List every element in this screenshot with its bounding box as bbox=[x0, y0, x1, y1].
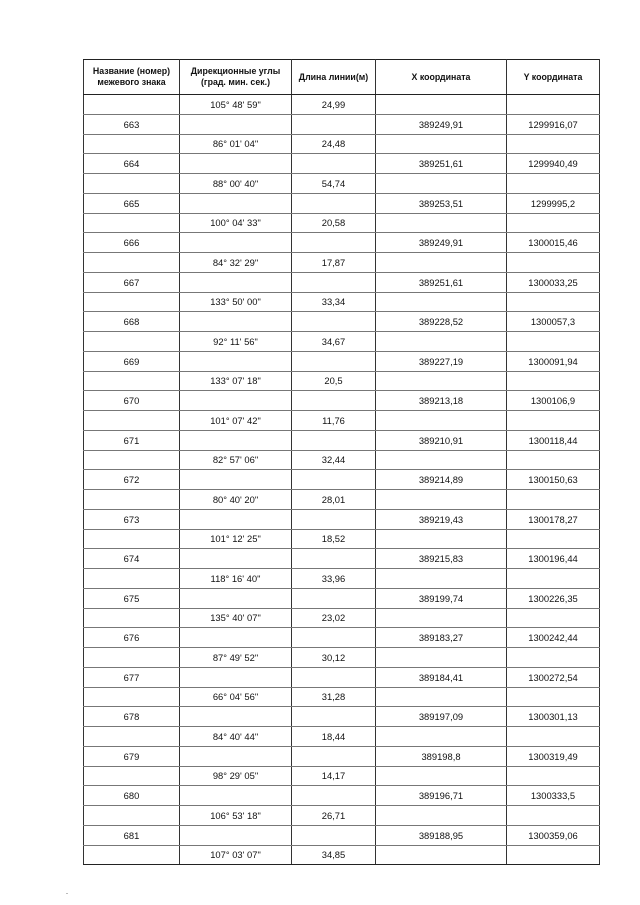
cell-line-length: 34,67 bbox=[292, 332, 376, 352]
cell-y-coordinate bbox=[507, 687, 600, 707]
cell-direction-angle: 84° 32' 29" bbox=[180, 253, 292, 273]
cell-marker-name: 664 bbox=[84, 154, 180, 174]
cell-x-coordinate: 389197,09 bbox=[376, 707, 507, 727]
cell-x-coordinate: 389251,61 bbox=[376, 272, 507, 292]
cell-marker-name bbox=[84, 332, 180, 352]
cell-y-coordinate: 1300091,94 bbox=[507, 351, 600, 371]
cell-direction-angle: 101° 12' 25" bbox=[180, 529, 292, 549]
cell-direction-angle: 98° 29' 05" bbox=[180, 766, 292, 786]
cell-direction-angle bbox=[180, 825, 292, 845]
cell-y-coordinate bbox=[507, 332, 600, 352]
cell-line-length bbox=[292, 391, 376, 411]
table-row bbox=[84, 588, 600, 608]
cell-marker-name: 671 bbox=[84, 430, 180, 450]
cell-y-coordinate bbox=[507, 292, 600, 312]
cell-y-coordinate bbox=[507, 608, 600, 628]
cell-marker-name bbox=[84, 687, 180, 707]
cell-direction-angle: 66° 04' 56" bbox=[180, 687, 292, 707]
cell-line-length: 26,71 bbox=[292, 806, 376, 826]
table-row bbox=[84, 786, 600, 806]
cell-y-coordinate bbox=[507, 845, 600, 865]
cell-x-coordinate bbox=[376, 529, 507, 549]
cell-x-coordinate bbox=[376, 490, 507, 510]
cell-y-coordinate: 1300196,44 bbox=[507, 549, 600, 569]
cell-direction-angle bbox=[180, 114, 292, 134]
table-row bbox=[84, 154, 600, 174]
table-row bbox=[84, 351, 600, 371]
cell-x-coordinate: 389214,89 bbox=[376, 470, 507, 490]
header-line-length: Длина линии(м) bbox=[292, 60, 376, 95]
cell-line-length: 30,12 bbox=[292, 648, 376, 668]
cell-x-coordinate bbox=[376, 608, 507, 628]
cell-marker-name: 678 bbox=[84, 707, 180, 727]
table-row bbox=[84, 845, 600, 865]
cell-direction-angle bbox=[180, 351, 292, 371]
cell-y-coordinate bbox=[507, 213, 600, 233]
cell-marker-name bbox=[84, 95, 180, 115]
cell-marker-name: 672 bbox=[84, 470, 180, 490]
cell-y-coordinate bbox=[507, 253, 600, 273]
cell-x-coordinate bbox=[376, 845, 507, 865]
cell-direction-angle: 118° 16' 40" bbox=[180, 569, 292, 589]
cell-marker-name bbox=[84, 766, 180, 786]
cell-direction-angle: 88° 00' 40" bbox=[180, 174, 292, 194]
table-row bbox=[84, 95, 600, 115]
table-row bbox=[84, 766, 600, 786]
cell-direction-angle bbox=[180, 233, 292, 253]
cell-x-coordinate: 389196,71 bbox=[376, 786, 507, 806]
cell-x-coordinate bbox=[376, 648, 507, 668]
cell-marker-name: 670 bbox=[84, 391, 180, 411]
cell-direction-angle bbox=[180, 470, 292, 490]
cell-x-coordinate: 389253,51 bbox=[376, 193, 507, 213]
cell-marker-name bbox=[84, 648, 180, 668]
cell-line-length: 11,76 bbox=[292, 411, 376, 431]
cell-line-length: 17,87 bbox=[292, 253, 376, 273]
cell-marker-name bbox=[84, 845, 180, 865]
header-x-coordinate: X координата bbox=[376, 60, 507, 95]
cell-direction-angle: 92° 11' 56" bbox=[180, 332, 292, 352]
cell-line-length: 24,99 bbox=[292, 95, 376, 115]
table-body bbox=[84, 95, 600, 865]
cell-y-coordinate bbox=[507, 529, 600, 549]
cell-x-coordinate: 389188,95 bbox=[376, 825, 507, 845]
cell-marker-name bbox=[84, 490, 180, 510]
table-row bbox=[84, 371, 600, 391]
cell-x-coordinate: 389219,43 bbox=[376, 509, 507, 529]
table-row bbox=[84, 174, 600, 194]
table-row bbox=[84, 628, 600, 648]
cell-marker-name bbox=[84, 569, 180, 589]
table-row bbox=[84, 253, 600, 273]
table-row bbox=[84, 509, 600, 529]
cell-line-length bbox=[292, 312, 376, 332]
table-row bbox=[84, 233, 600, 253]
cell-marker-name: 668 bbox=[84, 312, 180, 332]
table-row bbox=[84, 648, 600, 668]
cell-line-length bbox=[292, 549, 376, 569]
cell-marker-name: 669 bbox=[84, 351, 180, 371]
cell-direction-angle: 84° 40' 44" bbox=[180, 727, 292, 747]
cell-marker-name bbox=[84, 253, 180, 273]
cell-marker-name bbox=[84, 608, 180, 628]
cell-marker-name bbox=[84, 174, 180, 194]
cell-y-coordinate: 1300033,25 bbox=[507, 272, 600, 292]
cell-marker-name: 677 bbox=[84, 667, 180, 687]
cell-line-length bbox=[292, 707, 376, 727]
cell-x-coordinate: 389227,19 bbox=[376, 351, 507, 371]
cell-direction-angle bbox=[180, 549, 292, 569]
table-row bbox=[84, 825, 600, 845]
cell-line-length bbox=[292, 193, 376, 213]
cell-marker-name: 667 bbox=[84, 272, 180, 292]
cell-direction-angle bbox=[180, 628, 292, 648]
cell-line-length bbox=[292, 154, 376, 174]
table-row bbox=[84, 608, 600, 628]
cell-direction-angle bbox=[180, 391, 292, 411]
cell-line-length: 20,58 bbox=[292, 213, 376, 233]
cell-y-coordinate bbox=[507, 727, 600, 747]
cell-line-length bbox=[292, 628, 376, 648]
cell-y-coordinate: 1300106,9 bbox=[507, 391, 600, 411]
cell-x-coordinate bbox=[376, 450, 507, 470]
cell-direction-angle bbox=[180, 154, 292, 174]
cell-y-coordinate bbox=[507, 569, 600, 589]
cell-direction-angle bbox=[180, 667, 292, 687]
table-row bbox=[84, 312, 600, 332]
cell-marker-name: 681 bbox=[84, 825, 180, 845]
cell-y-coordinate: 1300272,54 bbox=[507, 667, 600, 687]
cell-x-coordinate bbox=[376, 292, 507, 312]
cell-y-coordinate: 1299916,07 bbox=[507, 114, 600, 134]
cell-direction-angle: 133° 07' 18" bbox=[180, 371, 292, 391]
cell-line-length bbox=[292, 114, 376, 134]
cell-marker-name: 665 bbox=[84, 193, 180, 213]
table-row bbox=[84, 272, 600, 292]
cell-line-length: 14,17 bbox=[292, 766, 376, 786]
cell-line-length: 24,48 bbox=[292, 134, 376, 154]
cell-direction-angle: 133° 50' 00" bbox=[180, 292, 292, 312]
cell-direction-angle bbox=[180, 430, 292, 450]
table-row bbox=[84, 529, 600, 549]
cell-y-coordinate: 1299995,2 bbox=[507, 193, 600, 213]
cell-marker-name bbox=[84, 450, 180, 470]
cell-line-length bbox=[292, 786, 376, 806]
cell-y-coordinate: 1300319,49 bbox=[507, 746, 600, 766]
cell-marker-name: 666 bbox=[84, 233, 180, 253]
table-row bbox=[84, 707, 600, 727]
cell-marker-name bbox=[84, 292, 180, 312]
cell-line-length: 33,96 bbox=[292, 569, 376, 589]
cell-y-coordinate bbox=[507, 371, 600, 391]
cell-x-coordinate bbox=[376, 411, 507, 431]
table-row bbox=[84, 411, 600, 431]
table-row bbox=[84, 470, 600, 490]
cell-marker-name: 663 bbox=[84, 114, 180, 134]
cell-line-length bbox=[292, 233, 376, 253]
cell-direction-angle bbox=[180, 707, 292, 727]
table-row bbox=[84, 549, 600, 569]
table-row bbox=[84, 450, 600, 470]
table-row bbox=[84, 667, 600, 687]
cell-x-coordinate bbox=[376, 134, 507, 154]
cell-x-coordinate bbox=[376, 174, 507, 194]
cell-x-coordinate: 389251,61 bbox=[376, 154, 507, 174]
cell-y-coordinate bbox=[507, 174, 600, 194]
cell-y-coordinate bbox=[507, 766, 600, 786]
cell-y-coordinate: 1300301,13 bbox=[507, 707, 600, 727]
cell-marker-name: 675 bbox=[84, 588, 180, 608]
cell-direction-angle: 107° 03' 07" bbox=[180, 845, 292, 865]
cell-direction-angle: 82° 57' 06" bbox=[180, 450, 292, 470]
cell-line-length bbox=[292, 746, 376, 766]
cell-y-coordinate: 1300333,5 bbox=[507, 786, 600, 806]
cell-line-length bbox=[292, 667, 376, 687]
cell-line-length: 54,74 bbox=[292, 174, 376, 194]
header-direction-angle: Дирекционные углы (град. мин. сек.) bbox=[180, 60, 292, 95]
table-row bbox=[84, 569, 600, 589]
cell-x-coordinate bbox=[376, 806, 507, 826]
cell-line-length bbox=[292, 272, 376, 292]
table-row bbox=[84, 114, 600, 134]
cell-marker-name: 673 bbox=[84, 509, 180, 529]
cell-x-coordinate: 389199,74 bbox=[376, 588, 507, 608]
header-marker-name: Название (номер) межевого знака bbox=[84, 60, 180, 95]
cell-direction-angle: 100° 04' 33" bbox=[180, 213, 292, 233]
cell-marker-name bbox=[84, 371, 180, 391]
cell-x-coordinate: 389213,18 bbox=[376, 391, 507, 411]
cell-marker-name bbox=[84, 213, 180, 233]
cell-line-length bbox=[292, 509, 376, 529]
cell-y-coordinate: 1300359,06 bbox=[507, 825, 600, 845]
cell-direction-angle bbox=[180, 509, 292, 529]
cell-line-length: 32,44 bbox=[292, 450, 376, 470]
cell-x-coordinate bbox=[376, 727, 507, 747]
cell-line-length bbox=[292, 825, 376, 845]
cell-direction-angle bbox=[180, 588, 292, 608]
cell-y-coordinate: 1300150,63 bbox=[507, 470, 600, 490]
boundary-markers-table bbox=[83, 59, 600, 865]
cell-x-coordinate: 389198,8 bbox=[376, 746, 507, 766]
table-row bbox=[84, 134, 600, 154]
cell-x-coordinate: 389249,91 bbox=[376, 233, 507, 253]
table-row bbox=[84, 806, 600, 826]
cell-direction-angle bbox=[180, 786, 292, 806]
cell-y-coordinate bbox=[507, 95, 600, 115]
cell-x-coordinate bbox=[376, 95, 507, 115]
cell-y-coordinate bbox=[507, 411, 600, 431]
table-row bbox=[84, 687, 600, 707]
cell-line-length bbox=[292, 430, 376, 450]
table-row bbox=[84, 213, 600, 233]
cell-x-coordinate bbox=[376, 766, 507, 786]
cell-line-length: 20,5 bbox=[292, 371, 376, 391]
cell-y-coordinate: 1300242,44 bbox=[507, 628, 600, 648]
cell-line-length bbox=[292, 351, 376, 371]
cell-x-coordinate: 389228,52 bbox=[376, 312, 507, 332]
cell-y-coordinate: 1300178,27 bbox=[507, 509, 600, 529]
table-row bbox=[84, 727, 600, 747]
cell-line-length: 33,34 bbox=[292, 292, 376, 312]
cell-marker-name bbox=[84, 134, 180, 154]
cell-direction-angle: 135° 40' 07" bbox=[180, 608, 292, 628]
cell-x-coordinate: 389183,27 bbox=[376, 628, 507, 648]
scan-speck bbox=[66, 893, 68, 894]
table-row bbox=[84, 490, 600, 510]
cell-direction-angle: 87° 49' 52" bbox=[180, 648, 292, 668]
cell-line-length: 34,85 bbox=[292, 845, 376, 865]
cell-y-coordinate bbox=[507, 490, 600, 510]
cell-marker-name: 679 bbox=[84, 746, 180, 766]
table-header-row bbox=[84, 60, 600, 95]
cell-marker-name bbox=[84, 806, 180, 826]
cell-y-coordinate bbox=[507, 450, 600, 470]
cell-direction-angle: 105° 48' 59" bbox=[180, 95, 292, 115]
table-row bbox=[84, 746, 600, 766]
cell-direction-angle: 80° 40' 20" bbox=[180, 490, 292, 510]
cell-marker-name bbox=[84, 727, 180, 747]
cell-x-coordinate bbox=[376, 332, 507, 352]
cell-direction-angle: 86° 01' 04" bbox=[180, 134, 292, 154]
cell-x-coordinate: 389215,83 bbox=[376, 549, 507, 569]
cell-x-coordinate: 389184,41 bbox=[376, 667, 507, 687]
cell-line-length bbox=[292, 470, 376, 490]
table-row bbox=[84, 332, 600, 352]
cell-marker-name: 676 bbox=[84, 628, 180, 648]
cell-x-coordinate bbox=[376, 213, 507, 233]
cell-x-coordinate: 389210,91 bbox=[376, 430, 507, 450]
table-row bbox=[84, 391, 600, 411]
cell-y-coordinate bbox=[507, 648, 600, 668]
cell-x-coordinate: 389249,91 bbox=[376, 114, 507, 134]
cell-line-length: 18,44 bbox=[292, 727, 376, 747]
cell-marker-name bbox=[84, 411, 180, 431]
cell-y-coordinate bbox=[507, 134, 600, 154]
cell-y-coordinate: 1299940,49 bbox=[507, 154, 600, 174]
cell-y-coordinate: 1300015,46 bbox=[507, 233, 600, 253]
header-y-coordinate: Y координата bbox=[507, 60, 600, 95]
table-row bbox=[84, 193, 600, 213]
cell-direction-angle: 106° 53' 18" bbox=[180, 806, 292, 826]
cell-line-length: 18,52 bbox=[292, 529, 376, 549]
cell-marker-name: 680 bbox=[84, 786, 180, 806]
cell-x-coordinate bbox=[376, 253, 507, 273]
table-row bbox=[84, 292, 600, 312]
cell-line-length bbox=[292, 588, 376, 608]
cell-direction-angle bbox=[180, 746, 292, 766]
cell-line-length: 23,02 bbox=[292, 608, 376, 628]
cell-marker-name bbox=[84, 529, 180, 549]
cell-line-length: 31,28 bbox=[292, 687, 376, 707]
cell-x-coordinate bbox=[376, 569, 507, 589]
table-row bbox=[84, 430, 600, 450]
cell-line-length: 28,01 bbox=[292, 490, 376, 510]
cell-x-coordinate bbox=[376, 371, 507, 391]
cell-y-coordinate: 1300057,3 bbox=[507, 312, 600, 332]
cell-x-coordinate bbox=[376, 687, 507, 707]
cell-direction-angle bbox=[180, 193, 292, 213]
cell-direction-angle bbox=[180, 312, 292, 332]
cell-y-coordinate bbox=[507, 806, 600, 826]
cell-direction-angle: 101° 07' 42" bbox=[180, 411, 292, 431]
cell-marker-name: 674 bbox=[84, 549, 180, 569]
cell-y-coordinate: 1300226,35 bbox=[507, 588, 600, 608]
cell-y-coordinate: 1300118,44 bbox=[507, 430, 600, 450]
cell-direction-angle bbox=[180, 272, 292, 292]
